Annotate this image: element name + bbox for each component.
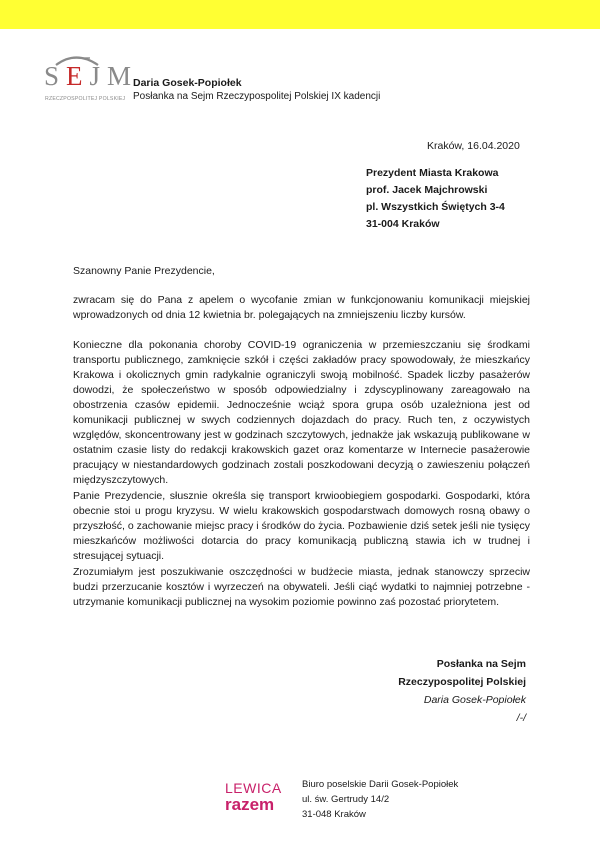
sejm-logo xyxy=(44,52,139,110)
recipient-line: Prezydent Miasta Krakowa xyxy=(366,167,499,179)
office-address-line: ul. św. Gertrudy 14/2 xyxy=(302,794,390,805)
top-highlight-bar xyxy=(0,0,600,29)
sejm-logo-subtext: RZECZPOSPOLITEJ POLSKIEJ xyxy=(45,96,126,102)
recipient-line: pl. Wszystkich Świętych 3-4 xyxy=(366,201,505,213)
mp-title: Posłanka na Sejm Rzeczypospolitej Polskiej IX kadencji xyxy=(133,91,381,102)
razem-logo-text: razem xyxy=(225,795,275,814)
signature-line: Posłanka na Sejm xyxy=(436,658,526,670)
letter-paragraph: Panie Prezydencie, słusznie określa się transport krwioobiegiem gospodarki. Gospodarki, która obecnie stoi u progu kryzysu. W wielu krakowskich gospodarstwach domowych rosną obawy o przyszłość, o zachowanie miejsc pracy i środków do życia. Pozbawienie dziś setek jeśli nie tysięcy mieszkańców możliwości dotarcia do pracy komunikacją publiczną stawia ich w trudnej i stresującej sytuacji. xyxy=(73,490,530,562)
letter-paragraph: Zrozumiałym jest poszukiwanie oszczędności w budżecie miasta, jednak stanowczy sprzeciw budzi przerzucanie kosztów i wyrzeczeń na obywateli. Jeśli ciąć wydatki to najmniej potrzebne - utrzymanie komunikacji publicznej na wysokim poziomie powinno zaś pozostać priorytetem. xyxy=(73,566,530,608)
recipient-line: 31-004 Kraków xyxy=(366,218,440,230)
lewica-logo-text: LEWICA xyxy=(225,780,282,796)
letter-paragraph: zwracam się do Pana z apelem o wycofanie zmian w funkcjonowaniu komunikacji miejskiej wprowadzonych od dnia 12 kwietnia br. polegających na zmniejszeniu liczby kursów. xyxy=(73,294,530,321)
signature-mark: /-/ xyxy=(516,712,526,724)
greeting: Szanowny Panie Prezydencie, xyxy=(73,265,215,277)
letter-date: Kraków, 16.04.2020 xyxy=(427,140,520,152)
lewica-razem-logo xyxy=(225,781,282,813)
signature-line: Rzeczypospolitej Polskiej xyxy=(398,676,526,688)
office-address-line: Biuro poselskie Darii Gosek-Popiołek xyxy=(302,779,459,790)
office-address-line: 31-048 Kraków xyxy=(302,809,366,820)
signature-name: Daria Gosek-Popiołek xyxy=(423,694,526,706)
recipient-line: prof. Jacek Majchrowski xyxy=(366,184,488,196)
mp-name: Daria Gosek-Popiołek xyxy=(133,77,242,89)
letter-paragraph: Konieczne dla pokonania choroby COVID-19 ograniczenia w przemieszczaniu się środkami transportu publicznego, zamknięcie szkół i części zakładów pracy spowodowały, że mieszkańcy Krakowa i okolicznych gmin radykalnie ograniczyli swoją mobilność. Spadek liczby pasażerów dowodzi, że społeczeństwo w sposób odpowiedzialny i zdyscyplinowany zareagowało na obostrzenia czasów epidemii. Jednocześnie wciąż spora grupa osób uzależniona jest od komunikacji publicznej w swych codziennych dojazdach do pracy. Ruch ten, z oczywistych względów, skoncentrowany jest w godzinach szczytowych, jednakże jak wskazują publikowane w ostatnim czasie listy do redakcji krakowskich gazet oraz komentarze w Internecie pasażerowie pracujący w niestandardowych godzinach zostali poszkodowani decyzją o zawieszeniu połączeń międzyszczytowych. xyxy=(73,339,530,486)
sejm-logo-text: SEJM xyxy=(44,61,139,91)
